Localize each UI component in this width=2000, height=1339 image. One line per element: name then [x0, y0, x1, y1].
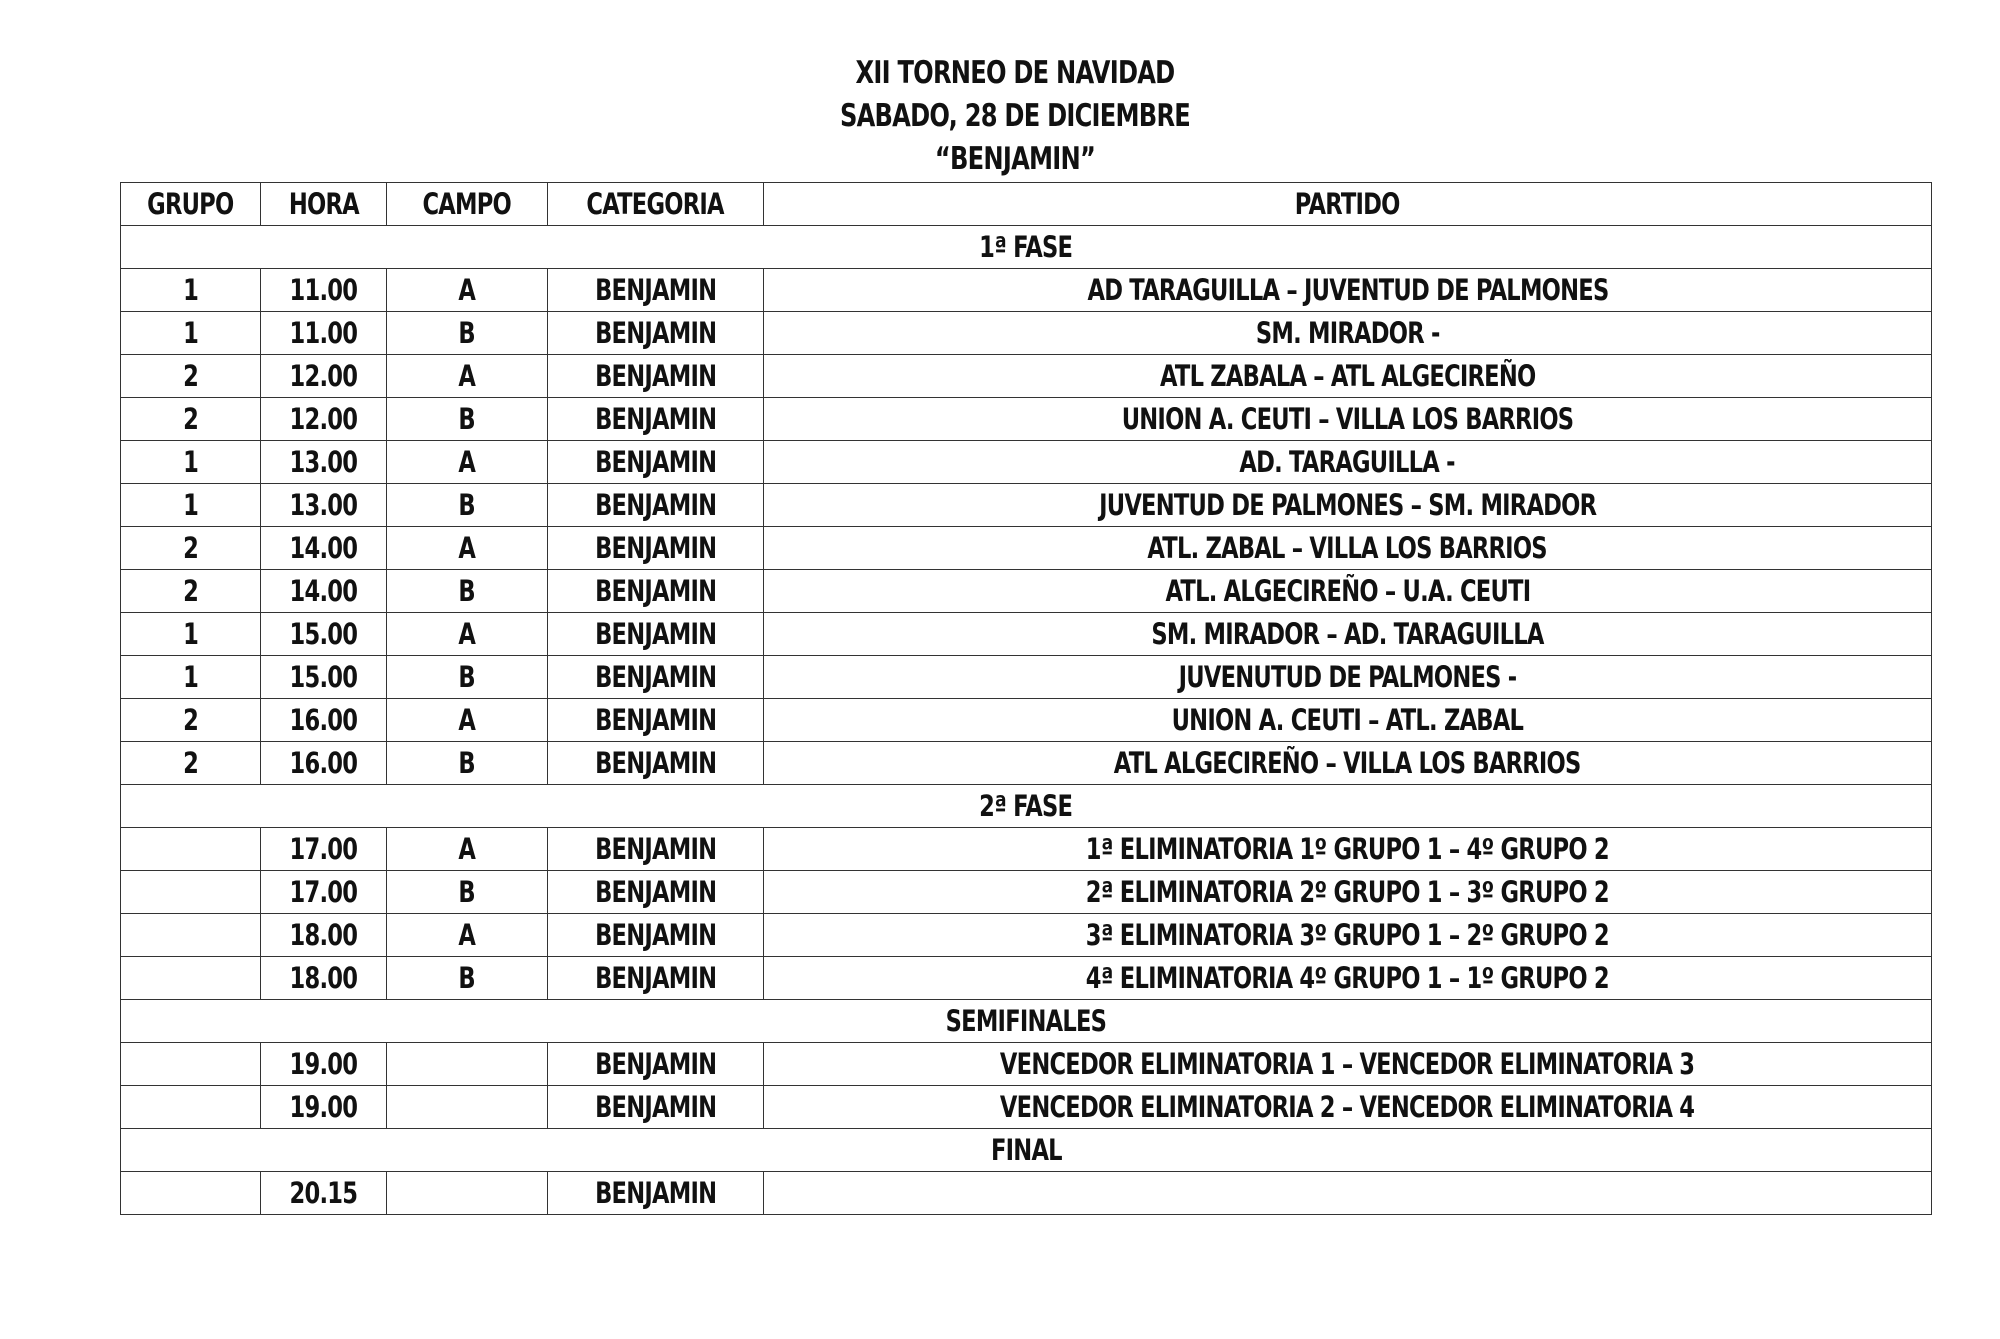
cell-hora: 17.00	[261, 871, 387, 914]
phase-row	[121, 1129, 1932, 1172]
phase-title: SEMIFINALES	[121, 1000, 1932, 1043]
cell-categoria: BENJAMIN	[548, 269, 764, 312]
cell-hora: 18.00	[261, 914, 387, 957]
table-row	[121, 269, 1932, 312]
column-header-partido: PARTIDO	[764, 183, 1932, 226]
cell-campo: A	[387, 355, 548, 398]
cell-partido: 2ª ELIMINATORIA 2º GRUPO 1 – 3º GRUPO 2	[764, 871, 1932, 914]
cell-categoria: BENJAMIN	[548, 355, 764, 398]
cell-campo: B	[387, 570, 548, 613]
cell-campo: A	[387, 613, 548, 656]
cell-categoria: BENJAMIN	[548, 656, 764, 699]
table-header-row	[121, 183, 1932, 226]
cell-campo: B	[387, 656, 548, 699]
cell-grupo: 2	[121, 527, 261, 570]
document-header	[223, 52, 1806, 181]
table-row	[121, 1086, 1932, 1129]
cell-campo: A	[387, 527, 548, 570]
cell-campo: A	[387, 914, 548, 957]
cell-grupo	[121, 828, 261, 871]
table-row	[121, 398, 1932, 441]
cell-partido: VENCEDOR ELIMINATORIA 1 – VENCEDOR ELIMINATORIA 3	[764, 1043, 1932, 1086]
cell-categoria: BENJAMIN	[548, 613, 764, 656]
cell-categoria: BENJAMIN	[548, 871, 764, 914]
cell-hora: 12.00	[261, 355, 387, 398]
table-row	[121, 828, 1932, 871]
cell-categoria: BENJAMIN	[548, 441, 764, 484]
cell-partido: ATL. ZABAL – VILLA LOS BARRIOS	[764, 527, 1932, 570]
table-row	[121, 484, 1932, 527]
cell-hora: 16.00	[261, 699, 387, 742]
table-row	[121, 1043, 1932, 1086]
column-header-categoria: CATEGORIA	[548, 183, 764, 226]
cell-partido: UNION A. CEUTI – ATL. ZABAL	[764, 699, 1932, 742]
column-header-hora: HORA	[261, 183, 387, 226]
tournament-category: “BENJAMIN”	[934, 141, 1096, 177]
cell-partido: UNION A. CEUTI – VILLA LOS BARRIOS	[764, 398, 1932, 441]
cell-campo: A	[387, 269, 548, 312]
cell-grupo	[121, 871, 261, 914]
table-row	[121, 957, 1932, 1000]
cell-partido: VENCEDOR ELIMINATORIA 2 – VENCEDOR ELIMINATORIA 4	[764, 1086, 1932, 1129]
cell-hora: 14.00	[261, 570, 387, 613]
cell-campo: A	[387, 828, 548, 871]
cell-partido: 3ª ELIMINATORIA 3º GRUPO 1 – 2º GRUPO 2	[764, 914, 1932, 957]
phase-title: 2ª FASE	[121, 785, 1932, 828]
cell-grupo: 2	[121, 398, 261, 441]
cell-grupo	[121, 957, 261, 1000]
schedule-body	[121, 226, 1932, 1215]
cell-grupo: 2	[121, 699, 261, 742]
tournament-date: SABADO, 28 DE DICIEMBRE	[839, 98, 1191, 134]
cell-grupo: 2	[121, 742, 261, 785]
cell-hora: 14.00	[261, 527, 387, 570]
cell-partido: ATL ALGECIREÑO – VILLA LOS BARRIOS	[764, 742, 1932, 785]
cell-hora: 11.00	[261, 269, 387, 312]
cell-partido: JUVENUTUD DE PALMONES -	[764, 656, 1932, 699]
cell-grupo: 1	[121, 656, 261, 699]
cell-partido: JUVENTUD DE PALMONES – SM. MIRADOR	[764, 484, 1932, 527]
cell-campo: B	[387, 742, 548, 785]
cell-categoria: BENJAMIN	[548, 570, 764, 613]
cell-categoria: BENJAMIN	[548, 1086, 764, 1129]
cell-partido: AD. TARAGUILLA -	[764, 441, 1932, 484]
table-row	[121, 613, 1932, 656]
cell-categoria: BENJAMIN	[548, 742, 764, 785]
cell-hora: 13.00	[261, 484, 387, 527]
cell-categoria: BENJAMIN	[548, 699, 764, 742]
table-row	[121, 355, 1932, 398]
cell-categoria: BENJAMIN	[548, 828, 764, 871]
cell-partido: ATL. ALGECIREÑO – U.A. CEUTI	[764, 570, 1932, 613]
cell-campo	[387, 1086, 548, 1129]
cell-categoria: BENJAMIN	[548, 312, 764, 355]
cell-partido: SM. MIRADOR – AD. TARAGUILLA	[764, 613, 1932, 656]
cell-hora: 13.00	[261, 441, 387, 484]
cell-grupo: 1	[121, 484, 261, 527]
table-row	[121, 312, 1932, 355]
phase-row	[121, 785, 1932, 828]
table-row	[121, 914, 1932, 957]
cell-partido	[764, 1172, 1932, 1215]
schedule-table	[120, 182, 1932, 1215]
cell-hora: 15.00	[261, 613, 387, 656]
phase-title: 1ª FASE	[121, 226, 1932, 269]
cell-hora: 18.00	[261, 957, 387, 1000]
cell-grupo: 2	[121, 570, 261, 613]
cell-categoria: BENJAMIN	[548, 527, 764, 570]
cell-campo	[387, 1172, 548, 1215]
cell-hora: 17.00	[261, 828, 387, 871]
cell-grupo: 1	[121, 441, 261, 484]
table-row	[121, 1172, 1932, 1215]
table-row	[121, 871, 1932, 914]
cell-grupo: 1	[121, 613, 261, 656]
cell-grupo	[121, 914, 261, 957]
table-row	[121, 527, 1932, 570]
cell-campo: B	[387, 871, 548, 914]
cell-partido: 4ª ELIMINATORIA 4º GRUPO 1 – 1º GRUPO 2	[764, 957, 1932, 1000]
table-row	[121, 742, 1932, 785]
cell-grupo	[121, 1086, 261, 1129]
cell-grupo	[121, 1172, 261, 1215]
cell-hora: 20.15	[261, 1172, 387, 1215]
table-row	[121, 570, 1932, 613]
cell-partido: 1ª ELIMINATORIA 1º GRUPO 1 – 4º GRUPO 2	[764, 828, 1932, 871]
cell-hora: 12.00	[261, 398, 387, 441]
cell-grupo: 1	[121, 269, 261, 312]
phase-row	[121, 1000, 1932, 1043]
cell-categoria: BENJAMIN	[548, 1172, 764, 1215]
cell-grupo	[121, 1043, 261, 1086]
cell-categoria: BENJAMIN	[548, 957, 764, 1000]
cell-hora: 16.00	[261, 742, 387, 785]
table-row	[121, 441, 1932, 484]
cell-partido: SM. MIRADOR -	[764, 312, 1932, 355]
tournament-title: XII TORNEO DE NAVIDAD	[855, 55, 1175, 91]
cell-campo: B	[387, 484, 548, 527]
phase-title: FINAL	[121, 1129, 1932, 1172]
cell-grupo: 1	[121, 312, 261, 355]
phase-row	[121, 226, 1932, 269]
cell-campo: B	[387, 398, 548, 441]
cell-categoria: BENJAMIN	[548, 484, 764, 527]
cell-categoria: BENJAMIN	[548, 914, 764, 957]
cell-grupo: 2	[121, 355, 261, 398]
cell-hora: 19.00	[261, 1086, 387, 1129]
cell-hora: 11.00	[261, 312, 387, 355]
cell-campo: B	[387, 957, 548, 1000]
cell-partido: AD TARAGUILLA – JUVENTUD DE PALMONES	[764, 269, 1932, 312]
cell-hora: 15.00	[261, 656, 387, 699]
cell-categoria: BENJAMIN	[548, 1043, 764, 1086]
table-row	[121, 656, 1932, 699]
cell-campo: B	[387, 312, 548, 355]
column-header-grupo: GRUPO	[121, 183, 261, 226]
cell-campo: A	[387, 441, 548, 484]
cell-categoria: BENJAMIN	[548, 398, 764, 441]
cell-campo: A	[387, 699, 548, 742]
table-row	[121, 699, 1932, 742]
cell-partido: ATL ZABALA – ATL ALGECIREÑO	[764, 355, 1932, 398]
column-header-campo: CAMPO	[387, 183, 548, 226]
cell-campo	[387, 1043, 548, 1086]
cell-hora: 19.00	[261, 1043, 387, 1086]
